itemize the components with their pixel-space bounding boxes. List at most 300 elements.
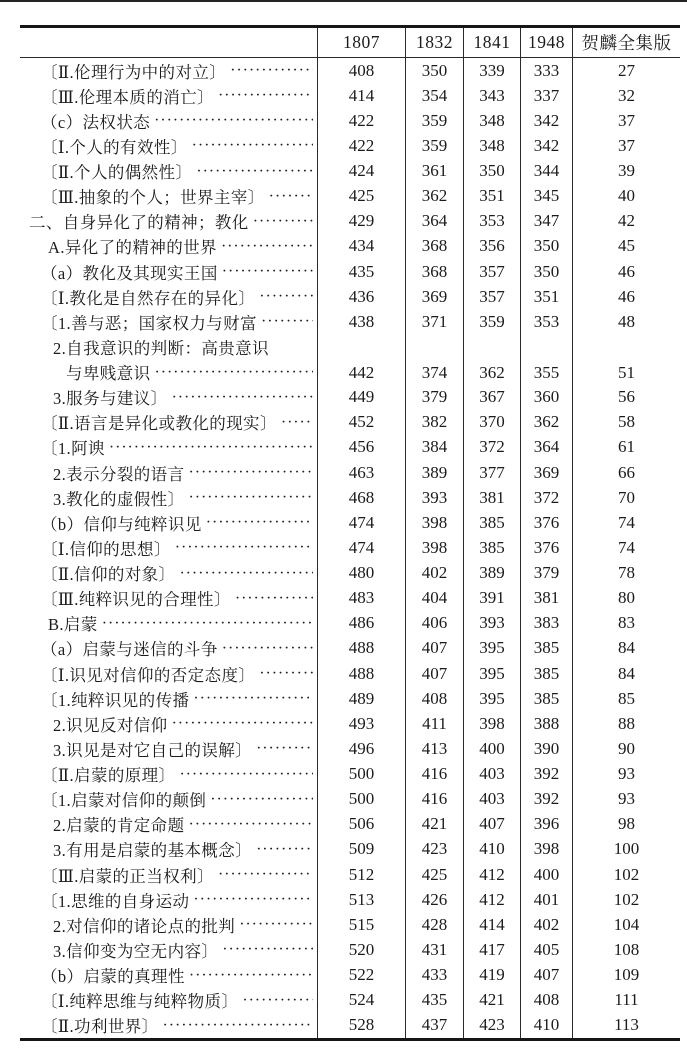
page-number-cell [317, 410, 405, 435]
page-number-cell [405, 83, 463, 108]
row-title: 〔1.启蒙对信仰的颠倒 [41, 791, 207, 811]
page-number-cell [520, 837, 572, 862]
page-number: 355 [533, 362, 560, 382]
table-row [20, 862, 680, 887]
page-number-cell [463, 184, 520, 209]
page-number: 46 [618, 286, 635, 306]
page-number-cell [463, 510, 520, 535]
row-title-cell [20, 711, 317, 736]
page-number-cell [405, 108, 463, 133]
page-number-cell [463, 963, 520, 988]
page-number: 376 [533, 537, 560, 557]
row-title: A.异化了的精神的世界 [48, 238, 217, 258]
page-number-cell [520, 912, 572, 937]
page-number: 374 [421, 362, 448, 382]
page-number: 90 [618, 738, 635, 758]
page-number: 417 [479, 939, 505, 959]
page-number-cell [405, 159, 463, 184]
page-number: 456 [348, 437, 375, 457]
page-number-cell [520, 234, 572, 259]
page-number-cell [317, 887, 405, 912]
page-number-cell [405, 385, 463, 410]
page-number: 500 [348, 764, 375, 784]
page-number-cell [405, 837, 463, 862]
page-number-cell [572, 636, 680, 661]
page-number: 368 [421, 261, 448, 281]
row-title-cell [20, 234, 317, 259]
page-number-cell [463, 535, 520, 560]
page-number: 483 [348, 588, 375, 608]
page-number: 371 [421, 311, 448, 331]
page-number-cell [405, 1013, 463, 1038]
page-number: 437 [421, 1015, 448, 1035]
page-number-cell [520, 485, 572, 510]
page-number-cell [463, 636, 520, 661]
page-number-cell [463, 159, 520, 184]
page-number-cell [317, 234, 405, 259]
page-number: 84 [618, 663, 635, 683]
table-row [20, 83, 680, 108]
page-number-cell [405, 812, 463, 837]
page-number: 357 [479, 286, 505, 306]
row-title-cell [20, 736, 317, 761]
page-number-cell [317, 309, 405, 334]
page-number: 372 [533, 487, 560, 507]
table-row [20, 209, 680, 234]
row-title: 〔Ⅲ.启蒙的正当权利〕 [41, 866, 214, 886]
row-title-cell [20, 510, 317, 535]
table-row [20, 58, 680, 83]
page-number: 452 [348, 412, 375, 432]
page-number-cell [463, 334, 520, 384]
table-row [20, 887, 680, 912]
page-number-cell [463, 410, 520, 435]
page-number: 515 [348, 914, 375, 934]
page-number-cell [405, 686, 463, 711]
page-number: 356 [479, 236, 505, 256]
page-number-cell [317, 762, 405, 787]
page-number: 381 [479, 487, 505, 507]
page-number-cell [463, 284, 520, 309]
page-number-cell [405, 561, 463, 586]
table-row [20, 259, 680, 284]
page-number-cell [520, 284, 572, 309]
row-title-cell [20, 460, 317, 485]
row-title: 〔Ⅱ.信仰的对象〕 [41, 565, 176, 585]
table-row [20, 535, 680, 560]
page-number-cell [317, 209, 405, 234]
page-number-cell [520, 334, 572, 384]
page-number: 392 [533, 764, 560, 784]
table-row [20, 736, 680, 761]
page-number-cell [317, 535, 405, 560]
table-row [20, 309, 680, 334]
page-number: 102 [613, 864, 640, 884]
table-row [20, 460, 680, 485]
page-number: 416 [421, 764, 448, 784]
row-title-cell [20, 636, 317, 661]
table-row [20, 485, 680, 510]
page-number: 401 [533, 889, 560, 909]
page-number: 333 [533, 60, 560, 80]
page-number-cell [405, 510, 463, 535]
page-number: 40 [618, 186, 635, 206]
dot-leader [189, 963, 313, 988]
page-number: 426 [421, 889, 448, 909]
page-number: 384 [421, 437, 448, 457]
page-number: 337 [533, 85, 560, 105]
page-number: 385 [533, 638, 560, 658]
page-number-cell [572, 334, 680, 384]
table-row [20, 184, 680, 209]
table-body [20, 58, 680, 1038]
row-title: 3.教化的虚假性〕 [53, 489, 185, 509]
row-title: 〔Ⅱ.启蒙的原理〕 [41, 766, 176, 786]
page-number-cell [463, 661, 520, 686]
row-title-cell [20, 988, 317, 1013]
dot-leader [222, 937, 313, 962]
table-row [20, 561, 680, 586]
page-number: 416 [421, 789, 448, 809]
row-title-cell [20, 83, 317, 108]
row-title: 3.信仰变为空无内容〕 [53, 941, 219, 961]
page-number-cell [405, 485, 463, 510]
page-number-cell [572, 586, 680, 611]
page-number: 339 [479, 60, 505, 80]
page-number-cell [520, 385, 572, 410]
page-number-cell [572, 159, 680, 184]
page-number-cell [572, 561, 680, 586]
page-number-cell [463, 460, 520, 485]
page-number: 361 [421, 161, 448, 181]
row-title-cell [20, 586, 317, 611]
page-number: 359 [479, 311, 505, 331]
page-number-cell [520, 1013, 572, 1038]
page-number: 412 [479, 864, 505, 884]
page-number: 520 [348, 939, 375, 959]
table-row [20, 661, 680, 686]
page-number-cell [405, 234, 463, 259]
table-row [20, 435, 680, 460]
page-number: 395 [479, 663, 505, 683]
page-number-cell [572, 435, 680, 460]
page-number-cell [463, 133, 520, 158]
page-number: 45 [618, 236, 635, 256]
page-number: 500 [348, 789, 375, 809]
page-number: 37 [618, 110, 635, 130]
page-number: 385 [533, 688, 560, 708]
page-number: 512 [348, 864, 375, 884]
page-number: 398 [479, 713, 505, 733]
table-row [20, 133, 680, 158]
page-number-cell [317, 787, 405, 812]
table-row [20, 334, 680, 384]
table-row [20, 787, 680, 812]
page-number-cell [572, 259, 680, 284]
page-number-cell [463, 58, 520, 83]
page-number: 438 [348, 311, 375, 331]
page-number: 421 [479, 990, 505, 1010]
page-number-cell [520, 510, 572, 535]
page-number-cell [572, 837, 680, 862]
page-number-cell [572, 963, 680, 988]
page-number: 104 [613, 914, 640, 934]
page-number: 408 [533, 990, 560, 1010]
page-number-cell [317, 561, 405, 586]
page-number-cell [405, 259, 463, 284]
page-number: 425 [348, 186, 375, 206]
page-number-cell [572, 762, 680, 787]
page-number-cell [317, 510, 405, 535]
page-number: 398 [421, 537, 448, 557]
page-number-cell [572, 284, 680, 309]
page-number: 351 [479, 186, 505, 206]
row-title: （c）法权状态 [41, 112, 151, 132]
page-number-cell [463, 209, 520, 234]
page-number-cell [405, 862, 463, 887]
page-number: 113 [614, 1015, 639, 1035]
page-number-cell [520, 963, 572, 988]
page-number-cell [405, 410, 463, 435]
page-number-cell [405, 586, 463, 611]
page-number: 431 [421, 939, 448, 959]
row-title-cell [20, 334, 317, 384]
page-number-cell [520, 184, 572, 209]
page-number: 109 [613, 965, 640, 985]
page-number: 425 [421, 864, 448, 884]
page-number: 423 [479, 1015, 505, 1035]
page-number-cell [520, 410, 572, 435]
row-title: （b）启蒙的真理性 [41, 967, 185, 987]
page-number: 463 [348, 462, 375, 482]
page-number-cell [405, 711, 463, 736]
page-number-cell [405, 762, 463, 787]
page-number: 61 [618, 437, 635, 457]
table-row [20, 159, 680, 184]
row-title-cell [20, 1013, 317, 1038]
row-title-cell [20, 535, 317, 560]
table-row [20, 988, 680, 1013]
page-number: 379 [421, 387, 448, 407]
page-number-cell [572, 83, 680, 108]
page-number: 39 [618, 161, 635, 181]
row-title-cell [20, 787, 317, 812]
page-number-cell [463, 837, 520, 862]
page-number-cell [317, 83, 405, 108]
dot-leader [256, 736, 313, 761]
row-title: 2.启蒙的肯定命题 [53, 816, 185, 836]
row-title: 二、自身异化了的精神；教化 [29, 213, 249, 233]
edition-concordance-table [20, 25, 680, 1041]
row-title: B.启蒙 [48, 615, 98, 635]
page-number: 442 [348, 362, 375, 382]
page-number: 382 [421, 412, 448, 432]
page-number: 56 [618, 387, 635, 407]
row-title-cell [20, 209, 317, 234]
page-number: 403 [479, 789, 505, 809]
page-number: 27 [618, 60, 635, 80]
row-title-cell [20, 133, 317, 158]
page-number-cell [520, 58, 572, 83]
page-number-cell [520, 937, 572, 962]
page-number: 93 [618, 789, 635, 809]
page-number: 362 [479, 362, 505, 382]
page-number: 389 [421, 462, 448, 482]
header-label: 1807 [343, 32, 380, 52]
dot-leader [235, 586, 313, 611]
row-title-cell [20, 184, 317, 209]
page-number-cell [317, 334, 405, 384]
page-number: 402 [421, 563, 448, 583]
table-row [20, 963, 680, 988]
dot-leader [179, 762, 313, 787]
page-number-cell [572, 309, 680, 334]
row-title: 3.识见是对它自己的误解〕 [53, 740, 253, 760]
page-number-cell [463, 686, 520, 711]
row-title-cell [20, 485, 317, 510]
row-title-cell [20, 108, 317, 133]
dot-leader [222, 259, 313, 284]
page-number-cell [463, 586, 520, 611]
page-number: 429 [348, 211, 375, 231]
header-col-1948 [520, 28, 572, 57]
page-number: 345 [533, 186, 560, 206]
page-number: 364 [533, 437, 560, 457]
page-number: 486 [348, 613, 375, 633]
row-title: 2.表示分裂的语言 [53, 464, 185, 484]
page-number: 70 [618, 487, 635, 507]
page-number-cell [317, 963, 405, 988]
dot-leader [206, 510, 313, 535]
page-number-cell [463, 259, 520, 284]
page-number-cell [463, 887, 520, 912]
page-number-cell [520, 83, 572, 108]
row-title-cell [20, 284, 317, 309]
page-number: 350 [533, 236, 560, 256]
page-number: 405 [533, 939, 560, 959]
page-number: 108 [613, 939, 640, 959]
page-number: 496 [348, 738, 375, 758]
page-number: 400 [533, 864, 560, 884]
page-number-cell [520, 812, 572, 837]
dot-leader [109, 435, 313, 460]
page-number: 37 [618, 135, 635, 155]
page-number-cell [405, 787, 463, 812]
page-number: 528 [348, 1015, 375, 1035]
page-number-cell [520, 209, 572, 234]
page-number: 414 [479, 914, 505, 934]
page-number-cell [317, 837, 405, 862]
page-number-cell [405, 636, 463, 661]
page-number-cell [405, 937, 463, 962]
page-number-cell [520, 561, 572, 586]
page-number-cell [572, 862, 680, 887]
page-number: 436 [348, 286, 375, 306]
row-title-cell [20, 762, 317, 787]
page-number-cell [520, 159, 572, 184]
page-number: 88 [618, 713, 635, 733]
page-number-cell [317, 259, 405, 284]
page-number: 377 [479, 462, 505, 482]
page-number: 376 [533, 512, 560, 532]
row-title-cell [20, 58, 317, 83]
page-number-cell [405, 963, 463, 988]
page-number: 419 [479, 965, 505, 985]
page-number: 449 [348, 387, 375, 407]
page-number: 513 [348, 889, 375, 909]
page-number-cell [317, 711, 405, 736]
dot-leader [259, 284, 313, 309]
page-number-cell [520, 736, 572, 761]
dot-leader [154, 108, 313, 133]
row-title-cell [20, 937, 317, 962]
row-title: 3.有用是启蒙的基本概念〕 [53, 841, 253, 861]
page-number-cell [405, 334, 463, 384]
page-number: 350 [421, 60, 448, 80]
table-row [20, 711, 680, 736]
dot-leader [192, 133, 313, 158]
page-number: 395 [479, 638, 505, 658]
page-number: 342 [533, 135, 560, 155]
page-number: 489 [348, 688, 375, 708]
page-number-cell [463, 83, 520, 108]
page-number: 362 [533, 412, 560, 432]
dot-leader [193, 887, 313, 912]
page-number-cell [572, 510, 680, 535]
dot-leader [172, 711, 313, 736]
page-number: 522 [348, 965, 375, 985]
page-number: 407 [421, 663, 448, 683]
page-number-cell [520, 133, 572, 158]
page-number-cell [317, 686, 405, 711]
page-number: 357 [479, 261, 505, 281]
page-number-cell [572, 1013, 680, 1038]
page-number: 381 [533, 588, 560, 608]
page-number-cell [405, 284, 463, 309]
page-number: 435 [348, 261, 375, 281]
page-number: 78 [618, 563, 635, 583]
page-number-cell [463, 435, 520, 460]
row-title: 〔1.思维的自身运动 [41, 891, 190, 911]
row-title: 〔1.阿谀 [41, 439, 105, 459]
row-title: （b）信仰与纯粹识见 [41, 514, 202, 534]
dot-leader [172, 385, 313, 410]
page-number: 369 [421, 286, 448, 306]
header-col-1832 [405, 28, 463, 57]
row-title-cell [20, 259, 317, 284]
header-label: 贺麟全集版 [581, 33, 672, 53]
page-number-cell [520, 435, 572, 460]
row-title-cell [20, 887, 317, 912]
dot-leader [196, 159, 313, 184]
row-title: 〔1.纯粹识见的传播 [41, 690, 190, 710]
row-title: 2.自我意识的判断：高贵意识 [53, 338, 269, 358]
row-title-cell [20, 410, 317, 435]
row-title: 〔Ⅰ.教化是自然存在的异化〕 [41, 288, 256, 308]
row-title-cell [20, 309, 317, 334]
table-row [20, 812, 680, 837]
page-number: 385 [533, 663, 560, 683]
page-number: 369 [533, 462, 560, 482]
page-number: 424 [348, 161, 375, 181]
page-number-cell [317, 435, 405, 460]
page-number: 398 [421, 512, 448, 532]
page-number-cell [317, 460, 405, 485]
page-number-cell [520, 535, 572, 560]
dot-leader [163, 1013, 313, 1038]
page-number-cell [520, 686, 572, 711]
page-number-cell [520, 636, 572, 661]
